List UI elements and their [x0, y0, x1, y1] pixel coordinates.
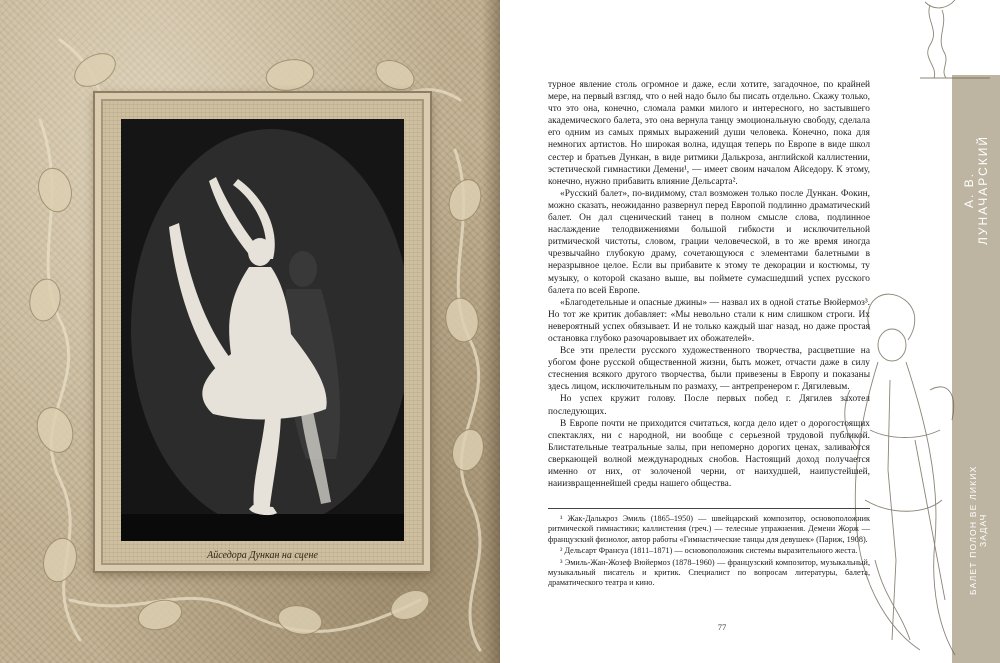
footnote: ² Дельсарт Франсуа (1811–1871) — основоположник системы выразительного жеста.	[560, 546, 858, 556]
main-text	[548, 79, 870, 490]
paragraph: Все эти прелести русского художественного творчества, расцветшие на убогом фоне русской общественной жизни, быть может, отчасти даже в силу стеснения всякого другого творчества, были привезены в Европу и показаны здесь лицом, исключительным по размаху, — антрепренером г. Дягилевым.	[548, 346, 870, 393]
paragraph: «Русский балет», по-видимому, стал возможен только после Дункан. Фокин, можно сказать, неожиданно развернул перед Европой подлинно драматический балет. Он дал сценический танец в полном смысле слова, подлинное наслаждение телодвижениями большой гибкости и исключительной ритмической чистоты, словом, грации человеческой, в то же время иногда чрезвычайно глубокую драму, сочетающуюся с элементами балетными в неразрывное целое. Если вы прибавите к этому те декорации и костюмы, ту музыку, о которой сказано выше, вы поймете сумасшедший успех русского балета по всей Европе.	[548, 188, 870, 296]
running-head-author: А. В. ЛУНАЧАРСКИЙ	[962, 135, 990, 246]
footnote: ³ Эмиль-Жан-Жозеф Вюйермоз (1878–1960) — французский композитор, музыкальный, музыкальный писатель и критик. Специалист по вопросам литературы, балета, драматического театра и кино.	[548, 557, 870, 588]
paragraph: Но успех кружит голову. После первых побед г. Дягилев захотел последующих.	[548, 394, 870, 417]
dancer-silhouette	[121, 119, 404, 541]
paragraph: В Европе почти не приходится считаться, когда дело идет о дорогостоящих спектаклях, ни с народной, ни вообще с серьезной трудовой публикой. Блистательные театральные залы, при непомерно дорогих ценах, заливаются сверкающей волной международных снобов. Настоящий доход получается именно от них, от золоченой черни, от наихудшей, наипустейшей, наиизвращеннейшей среды нашего общества.	[548, 418, 870, 490]
photo-caption: Айседора Дункан на сцене	[207, 550, 318, 561]
photo-frame	[95, 93, 430, 571]
paragraph: турное явление столь огромное и даже, если хотите, загадочное, по крайней мере, на первый взгляд, что о ней надо было бы писать отдельно. Скажу только, что это она, конечно, сломала рамки милого и интересного, но застывшего академического балета, это она вернула танцу эмоциональную свободу, сделала его одним из самых прямых выражений души человека. Конечно, пока для немногих артистов. Но широкая волна, идущая теперь по Европе в виде школ сестер и братьев Дункан, в виде ритмики Далькроза, английской каллистении, эстетической гимнастики Демени¹, — имеет своим началом Айседору. К этому, конечно, нужно прибавить влияние Дельсарта².	[548, 80, 870, 187]
right-page	[500, 0, 1000, 663]
dancer-photograph	[121, 119, 404, 541]
footnotes	[548, 508, 870, 590]
running-head-book-title: БАЛЕТ ПОЛОН ВЕ ЛИКИХ ЗАДАЧ	[968, 465, 988, 595]
page-number: 77	[717, 622, 727, 632]
footnote: ¹ Жак-Далькроз Эмиль (1865–1950) — швейцарский композитор, основоположник ритмической гимнастики; каллистения (греч.) — телесные упражнения. Демени Жорж — французский физиолог, автор работы «Гимнастические танцы для девушек» (Париж, 1908).	[548, 514, 870, 544]
paragraph: «Благодетельные и опасные джины» — назвал их в одной статье Вюйермоз³. Но тот же критик добавляет: «Мы невольно стали к ним слишком строги. Их невероятный успех обязывает. И не только каждый шаг назад, но даже простая остановка глубоко разочаровывает их обожателей».	[548, 297, 870, 344]
